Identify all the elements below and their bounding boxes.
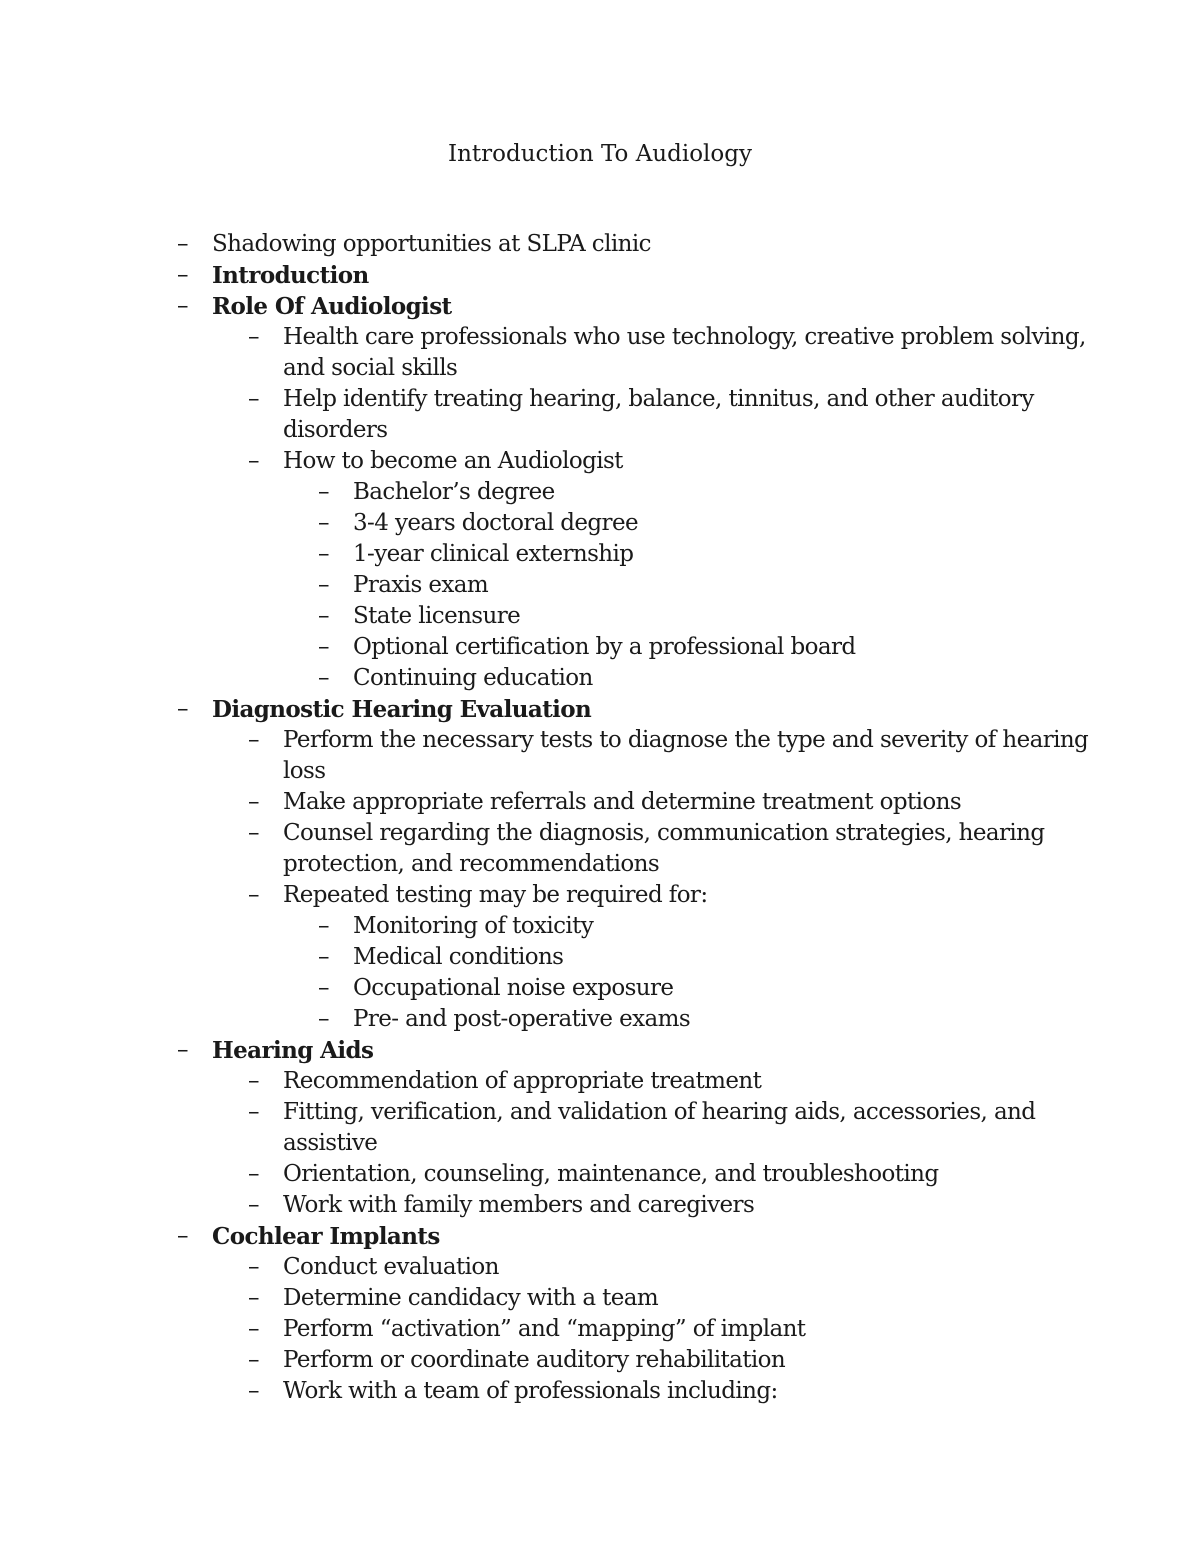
bullet-dash: – — [318, 634, 329, 660]
bullet-dash: – — [248, 1285, 259, 1311]
list-item — [0, 1252, 1200, 1283]
bullet-dash: – — [318, 479, 329, 505]
list-item-text: Bachelor’s degree — [353, 479, 555, 505]
list-item — [0, 1097, 1200, 1159]
list-item-text: Counsel regarding the diagnosis, communication strategies, hearing — [283, 820, 1045, 846]
list-item-text: Fitting, verification, and validation of hearing aids, accessories, and — [283, 1099, 1036, 1125]
bullet-dash: – — [177, 293, 188, 319]
list-item-text: 3-4 years doctoral degree — [353, 510, 638, 536]
bullet-dash: – — [248, 386, 259, 412]
list-item-text: and social skills — [283, 355, 458, 381]
bullet-dash: – — [318, 913, 329, 939]
list-item — [0, 384, 1200, 446]
list-item — [0, 1004, 1200, 1035]
list-item — [0, 601, 1200, 632]
bullet-dash: – — [248, 1068, 259, 1094]
bullet-dash: – — [318, 665, 329, 691]
list-item-text: disorders — [283, 417, 388, 443]
list-item-text: Monitoring of toxicity — [353, 913, 594, 939]
list-item — [0, 1066, 1200, 1097]
list-item-text: Continuing education — [353, 665, 593, 691]
list-item — [0, 229, 1200, 260]
list-item — [0, 539, 1200, 570]
bullet-dash: – — [318, 572, 329, 598]
bullet-dash: – — [318, 1006, 329, 1032]
list-item-text: Health care professionals who use technology, creative problem solving, — [283, 324, 1086, 350]
list-item — [0, 1283, 1200, 1314]
list-item — [0, 880, 1200, 911]
list-item-text: Perform or coordinate auditory rehabilitation — [283, 1347, 786, 1373]
list-item-text: Work with family members and caregivers — [283, 1192, 755, 1218]
notes-list — [0, 229, 1200, 1407]
bullet-dash: – — [318, 541, 329, 567]
bullet-dash: – — [248, 448, 259, 474]
list-item-text: Repeated testing may be required for: — [283, 882, 708, 908]
list-item — [0, 446, 1200, 477]
list-item-text: Perform the necessary tests to diagnose the type and severity of hearing — [283, 727, 1089, 753]
section-heading — [0, 260, 1200, 291]
bullet-dash: – — [248, 1099, 259, 1125]
list-item-text: Praxis exam — [353, 572, 489, 598]
list-item-text: State licensure — [353, 603, 521, 629]
bullet-dash: – — [318, 603, 329, 629]
bullet-dash: – — [248, 1378, 259, 1404]
bullet-dash: – — [177, 1223, 188, 1249]
list-item — [0, 973, 1200, 1004]
section-heading — [0, 291, 1200, 322]
list-item-text: Role Of Audiologist — [212, 293, 452, 320]
list-item-text: Shadowing opportunities at SLPA clinic — [212, 231, 651, 257]
list-item-text: Help identify treating hearing, balance, tinnitus, and other auditory — [283, 386, 1034, 412]
bullet-dash: – — [248, 1316, 259, 1342]
list-item-text: assistive — [283, 1130, 378, 1156]
bullet-dash: – — [177, 262, 188, 288]
list-item-text: Medical conditions — [353, 944, 564, 970]
list-item-text: Diagnostic Hearing Evaluation — [212, 696, 592, 723]
section-heading — [0, 1221, 1200, 1252]
list-item-text: Work with a team of professionals including: — [283, 1378, 778, 1404]
list-item-text: Pre- and post-operative exams — [353, 1006, 691, 1032]
bullet-dash: – — [248, 789, 259, 815]
bullet-dash: – — [177, 1037, 188, 1063]
list-item — [0, 1314, 1200, 1345]
list-item-text: Determine candidacy with a team — [283, 1285, 659, 1311]
list-item — [0, 1376, 1200, 1407]
bullet-dash: – — [177, 231, 188, 257]
bullet-dash: – — [248, 1161, 259, 1187]
list-item — [0, 477, 1200, 508]
list-item — [0, 818, 1200, 880]
list-item — [0, 322, 1200, 384]
bullet-dash: – — [248, 1254, 259, 1280]
bullet-dash: – — [177, 696, 188, 722]
list-item-text: protection, and recommendations — [283, 851, 660, 877]
bullet-dash: – — [248, 1347, 259, 1373]
list-item-text: 1-year clinical externship — [353, 541, 634, 567]
list-item — [0, 1190, 1200, 1221]
list-item — [0, 663, 1200, 694]
list-item — [0, 570, 1200, 601]
list-item — [0, 1345, 1200, 1376]
bullet-dash: – — [248, 727, 259, 753]
bullet-dash: – — [248, 882, 259, 908]
list-item-text: Introduction — [212, 262, 369, 289]
list-item-text: Conduct evaluation — [283, 1254, 499, 1280]
bullet-dash: – — [318, 944, 329, 970]
list-item — [0, 725, 1200, 787]
list-item-text: Hearing Aids — [212, 1037, 374, 1064]
bullet-dash: – — [248, 324, 259, 350]
list-item-text: Optional certification by a professional board — [353, 634, 856, 660]
list-item — [0, 787, 1200, 818]
bullet-dash: – — [318, 975, 329, 1001]
list-item — [0, 1159, 1200, 1190]
list-item-text: Perform “activation” and “mapping” of implant — [283, 1316, 806, 1342]
list-item-text: Occupational noise exposure — [353, 975, 674, 1001]
list-item-text: Cochlear Implants — [212, 1223, 440, 1250]
document-title: Introduction To Audiology — [448, 141, 752, 167]
bullet-dash: – — [248, 820, 259, 846]
list-item-text: Orientation, counseling, maintenance, and troubleshooting — [283, 1161, 939, 1187]
section-heading — [0, 694, 1200, 725]
list-item — [0, 942, 1200, 973]
list-item — [0, 508, 1200, 539]
list-item-text: How to become an Audiologist — [283, 448, 623, 474]
list-item — [0, 632, 1200, 663]
list-item — [0, 911, 1200, 942]
section-heading — [0, 1035, 1200, 1066]
bullet-dash: – — [248, 1192, 259, 1218]
list-item-text: Recommendation of appropriate treatment — [283, 1068, 762, 1094]
list-item-text: Make appropriate referrals and determine treatment options — [283, 789, 962, 815]
bullet-dash: – — [318, 510, 329, 536]
list-item-text: loss — [283, 758, 326, 784]
